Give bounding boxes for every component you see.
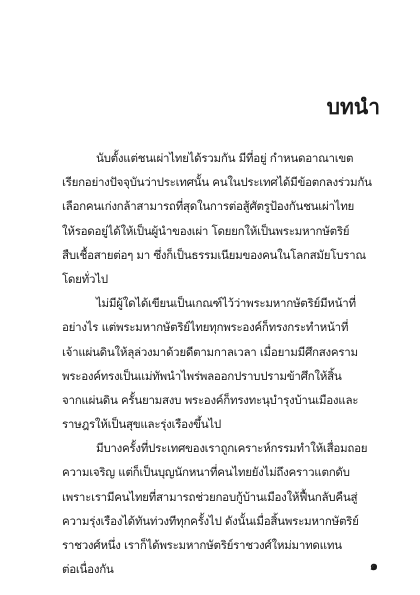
page-number: ๑ [369, 559, 378, 574]
text-line: เพราะเรามีคนไทยที่สามารถช่วยกอบกู้บ้านเมืองให้ฟื้นกลับคืนสู่ [62, 489, 358, 504]
body-text [62, 146, 376, 581]
text-line: ราษฎรให้เป็นสุขและรุ่งเรืองขึ้นไป [62, 417, 221, 432]
text-line: ให้รอดอยู่ได้ให้เป็นผู้นำของเผ่า โดยยกให้เป็นพระมหากษัตริย์ [62, 223, 350, 238]
text-line: ไม่มีผู้ใดได้เขียนเป็นเกณฑ์ไว้ว่าพระมหากษัตริย์มีหน้าที่ [96, 296, 356, 311]
text-line: ความรุ่งเรืองได้ทันท่วงทีทุกครั้งไป ดังนั้นเมื่อสิ้นพระมหากษัตริย์ [62, 513, 359, 528]
text-line: สืบเชื้อสายต่อๆ มา ซึ่งก็เป็นธรรมเนียมของคนในโลกสมัยโบราณ [62, 247, 366, 262]
text-line: ราชวงศ์หนึ่ง เราก็ได้พระมหากษัตริย์ราชวงศ์ใหม่มาทดแทน [62, 538, 342, 552]
chapter-title: บทนำ [326, 94, 380, 119]
text-line: เรียกอย่างปัจจุบันว่าประเทศนั้น คนในประเทศได้มีข้อตกลงร่วมกัน [62, 175, 372, 190]
text-line: อย่างไร แต่พระมหากษัตริย์ไทยทุกพระองค์ก็ทรงกระทำหน้าที่ [62, 320, 349, 335]
text-line: ความเจริญ แต่ก็เป็นบุญนักหนาที่คนไทยยังไม่ถึงคราวแตกดับ [62, 465, 350, 480]
text-line: พระองค์ทรงเป็นแม่ทัพนำไพร่พลออกปราบปรามข้าศึกให้สิ้น [62, 368, 342, 383]
text-line: นับตั้งแต่ชนเผ่าไทยได้รวมกัน มีที่อยู่ กำหนดอาณาเขต [96, 151, 354, 165]
text-line: มีบางครั้งที่ประเทศของเราถูกเคราะห์กรรมทำให้เสื่อมถอย [96, 441, 368, 456]
text-line: เลือกคนเก่งกล้าสามารถที่สุดในการต่อสู้ศัตรูป้องกันชนเผ่าไทย [62, 199, 355, 214]
text-line: ต่อเนื่องกัน [62, 562, 114, 577]
text-line: เจ้าแผ่นดินให้ลุล่วงมาด้วยดีตามกาลเวลา เมื่อยามมีศึกสงคราม [62, 344, 358, 359]
text-line: จากแผ่นดิน ครั้นยามสงบ พระองค์ก็ทรงทะนุบำรุงบ้านเมืองและ [62, 392, 359, 407]
text-line: โดยทั่วไป [62, 271, 108, 286]
